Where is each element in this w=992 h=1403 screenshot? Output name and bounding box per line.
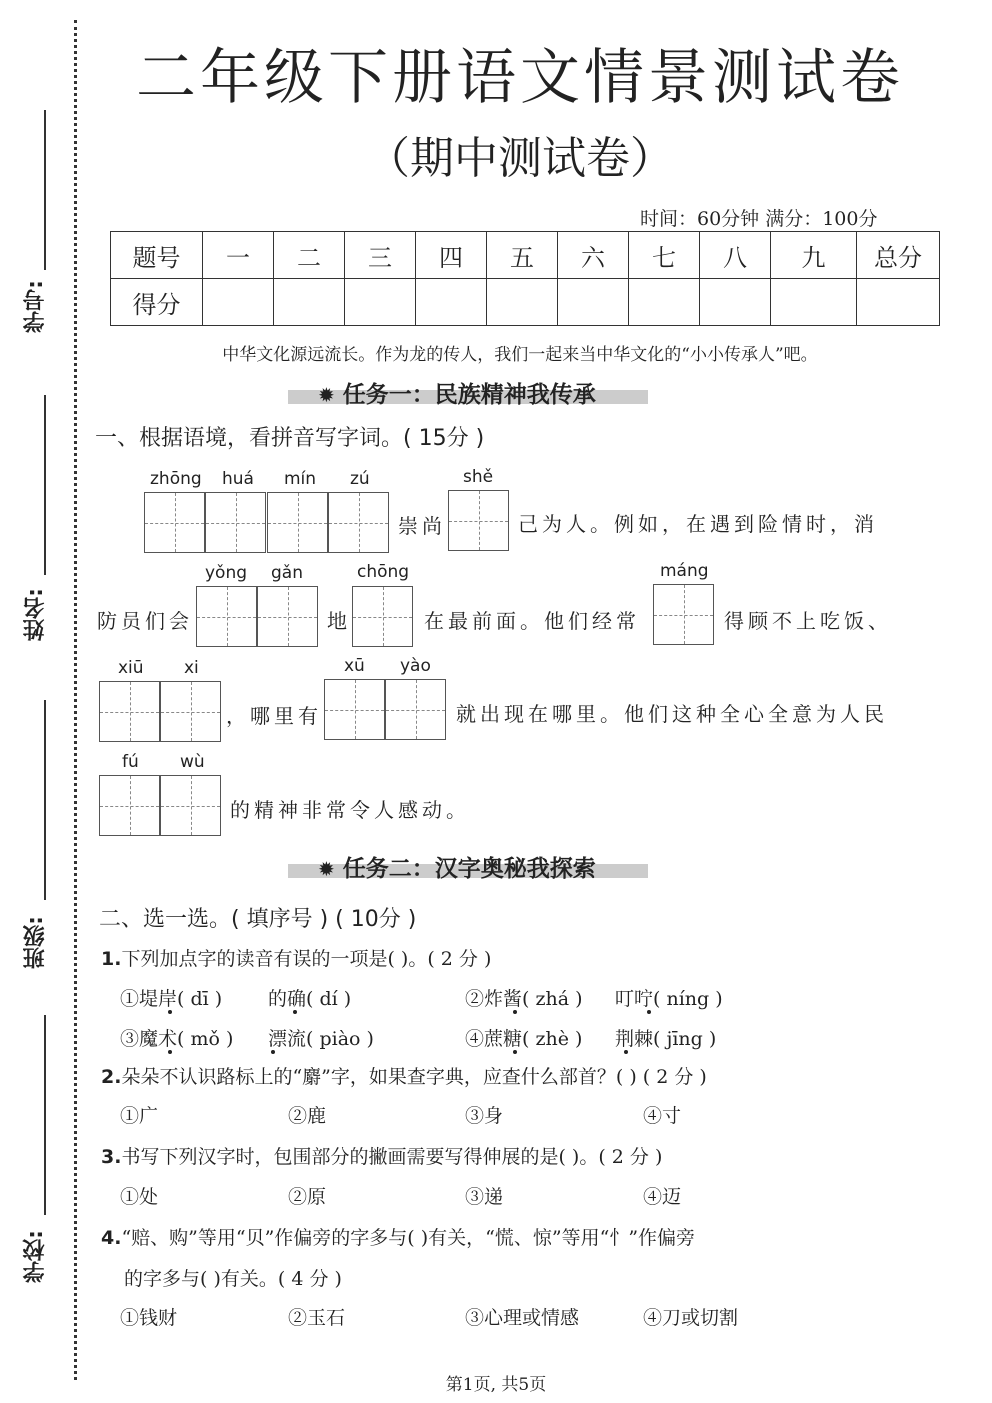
writing-box[interactable] xyxy=(144,492,205,553)
writing-box[interactable] xyxy=(267,492,328,553)
pinyin-label: chōng xyxy=(357,562,410,582)
score-header-cell: 五 xyxy=(487,232,558,279)
emphasis-dot xyxy=(647,1010,651,1014)
option[interactable]: ②原 xyxy=(288,1186,327,1208)
page-title: 二年级下册语文情景测试卷 xyxy=(136,43,904,113)
emphasis-dot xyxy=(168,1010,172,1014)
emphasis-dot xyxy=(293,1010,297,1014)
option[interactable]: ③递 xyxy=(465,1186,504,1208)
option[interactable]: ④蔗糖( zhè ) xyxy=(465,1028,583,1050)
option[interactable]: ①堤岸( dī ) xyxy=(120,988,223,1010)
question-3 xyxy=(101,1142,662,1169)
question-number: 4. xyxy=(101,1227,122,1249)
task1-banner xyxy=(318,376,596,409)
sun-icon: ✹ xyxy=(318,383,335,407)
page-footer: 第1页, 共5页 xyxy=(445,1375,547,1395)
score-table xyxy=(110,231,940,326)
school-label: 学校: xyxy=(23,1230,48,1283)
writing-box[interactable] xyxy=(196,586,257,647)
pinyin-label: xi xyxy=(184,658,199,678)
student-id-line[interactable] xyxy=(44,110,46,270)
passage-text: 的精神非常令人感动。 xyxy=(230,798,470,822)
option[interactable]: ②玉石 xyxy=(288,1307,346,1329)
option[interactable]: ①广 xyxy=(120,1105,159,1127)
score-cell[interactable] xyxy=(629,279,700,326)
option[interactable]: 的确( dí ) xyxy=(268,988,352,1010)
score-cell[interactable] xyxy=(487,279,558,326)
option[interactable]: ④寸 xyxy=(643,1105,682,1127)
writing-box[interactable] xyxy=(328,492,389,553)
option[interactable]: 漂流( piào ) xyxy=(268,1028,374,1050)
school-line[interactable] xyxy=(44,1015,46,1215)
question-1 xyxy=(101,944,491,971)
task2-title: 任务二：汉字奥秘我探索 xyxy=(342,856,596,882)
question-number: 1. xyxy=(101,948,122,970)
option[interactable]: 叮咛( níng ) xyxy=(615,988,723,1010)
score-header-cell: 二 xyxy=(274,232,345,279)
option[interactable]: 荆棘( jīng ) xyxy=(615,1028,717,1050)
writing-box[interactable] xyxy=(257,586,318,647)
option[interactable]: ④迈 xyxy=(643,1186,682,1208)
pinyin-label: wù xyxy=(180,752,205,772)
student-name-line[interactable] xyxy=(44,395,46,575)
section2-heading: 二、选一选。( 填序号 ) ( 10分 ) xyxy=(99,907,417,932)
score-header-cell: 六 xyxy=(558,232,629,279)
score-header-cell: 题号 xyxy=(111,232,203,279)
section1-heading: 一、根据语境，看拼音写字词。( 15分 ) xyxy=(95,426,485,451)
intro-text: 中华文化源远流长。作为龙的传人，我们一起来当中华文化的“小小传承人”吧。 xyxy=(222,345,818,365)
emphasis-dot xyxy=(624,1050,628,1054)
question-number: 3. xyxy=(101,1146,122,1168)
score-header-cell: 七 xyxy=(629,232,700,279)
option[interactable]: ④刀或切割 xyxy=(643,1307,739,1329)
option[interactable]: ③身 xyxy=(465,1105,504,1127)
page-subtitle: （期中测试卷） xyxy=(366,133,674,184)
score-cell[interactable] xyxy=(700,279,771,326)
writing-box[interactable] xyxy=(99,681,160,742)
class-line[interactable] xyxy=(44,700,46,900)
question-text: “赔、购”等用“贝”作偏旁的字多与( )有关，“慌、惊”等用“忄”作偏旁 xyxy=(121,1227,696,1249)
question-number: 2. xyxy=(101,1066,122,1088)
score-cell[interactable] xyxy=(274,279,345,326)
pinyin-label: zhōng xyxy=(150,469,202,489)
pinyin-label: mín xyxy=(284,469,317,489)
pinyin-label: xiū xyxy=(118,658,144,678)
pinyin-label: huá xyxy=(222,469,254,489)
pinyin-label: xū xyxy=(344,656,365,676)
option[interactable]: ③心理或情感 xyxy=(465,1307,580,1329)
pinyin-label: fú xyxy=(122,752,139,772)
score-cell[interactable] xyxy=(345,279,416,326)
sun-icon: ✹ xyxy=(318,857,335,881)
question-text: 朵朵不认识路标上的“麝”字，如果查字典，应查什么部首？( ) ( 2 分 ) xyxy=(121,1066,707,1088)
question-4-continued: 的字多与( )有关。( 4 分 ) xyxy=(124,1268,342,1290)
score-cell[interactable] xyxy=(857,279,940,326)
writing-box[interactable] xyxy=(324,679,385,740)
question-text: 书写下列汉字时，包围部分的撇画需要写得伸展的是( )。( 2 分 ) xyxy=(121,1146,663,1168)
score-cell[interactable] xyxy=(558,279,629,326)
time-info: 时间：60分钟 满分：100分 xyxy=(640,208,878,230)
passage-text: 己为人。例如，在遇到险情时，消 xyxy=(518,512,878,536)
score-row-label: 得分 xyxy=(111,279,203,326)
passage-text: 崇尚 xyxy=(398,514,446,538)
score-header-cell: 一 xyxy=(203,232,274,279)
writing-box[interactable] xyxy=(99,775,160,836)
score-table-header-row xyxy=(111,232,940,279)
passage-text: 在最前面。他们经常 xyxy=(424,609,640,633)
pinyin-label: yào xyxy=(400,656,431,676)
pinyin-label: yǒng xyxy=(205,563,248,583)
option[interactable]: ②炸酱( zhá ) xyxy=(465,988,583,1010)
writing-box[interactable] xyxy=(385,679,446,740)
student-name-label: 姓名: xyxy=(23,588,48,641)
pinyin-label: shě xyxy=(463,467,494,487)
question-4 xyxy=(101,1223,695,1250)
writing-box[interactable] xyxy=(205,492,266,553)
option[interactable]: ③魔术( mǒ ) xyxy=(120,1028,234,1050)
pinyin-label: gǎn xyxy=(271,563,303,583)
writing-box[interactable] xyxy=(448,490,509,551)
question-2 xyxy=(101,1062,707,1089)
score-cell[interactable] xyxy=(771,279,857,326)
pinyin-label: zú xyxy=(350,469,370,489)
question-text: 下列加点字的读音有误的一项是( )。( 2 分 ) xyxy=(121,948,492,970)
passage-text: 得顾不上吃饭、 xyxy=(724,609,892,633)
writing-box[interactable] xyxy=(160,775,221,836)
class-label: 班级: xyxy=(23,916,48,969)
option[interactable]: ②鹿 xyxy=(288,1105,327,1127)
score-header-cell: 九 xyxy=(771,232,857,279)
emphasis-dot xyxy=(168,1050,172,1054)
emphasis-dot xyxy=(513,1010,517,1014)
writing-box[interactable] xyxy=(653,584,714,645)
writing-box[interactable] xyxy=(160,681,221,742)
emphasis-dot xyxy=(513,1050,517,1054)
task1-title: 任务一：民族精神我传承 xyxy=(342,382,596,408)
score-header-cell: 四 xyxy=(416,232,487,279)
score-header-cell: 总分 xyxy=(857,232,940,279)
option[interactable]: ①钱财 xyxy=(120,1307,178,1329)
score-cell[interactable] xyxy=(416,279,487,326)
score-table-score-row xyxy=(111,279,940,326)
task2-banner xyxy=(318,850,596,883)
pinyin-label: máng xyxy=(660,561,709,581)
passage-text: 就出现在哪里。他们这种全心全意为人民 xyxy=(456,702,888,726)
score-header-cell: 八 xyxy=(700,232,771,279)
emphasis-dot xyxy=(271,1050,275,1054)
option[interactable]: ①处 xyxy=(120,1186,159,1208)
passage-text: ，哪里有 xyxy=(226,704,322,728)
passage-text: 防员们会 xyxy=(97,609,193,633)
passage-text: 地 xyxy=(327,609,351,633)
binding-line xyxy=(74,20,77,1380)
student-id-label: 学号: xyxy=(23,280,48,333)
score-cell[interactable] xyxy=(203,279,274,326)
writing-box[interactable] xyxy=(352,586,413,647)
score-header-cell: 三 xyxy=(345,232,416,279)
